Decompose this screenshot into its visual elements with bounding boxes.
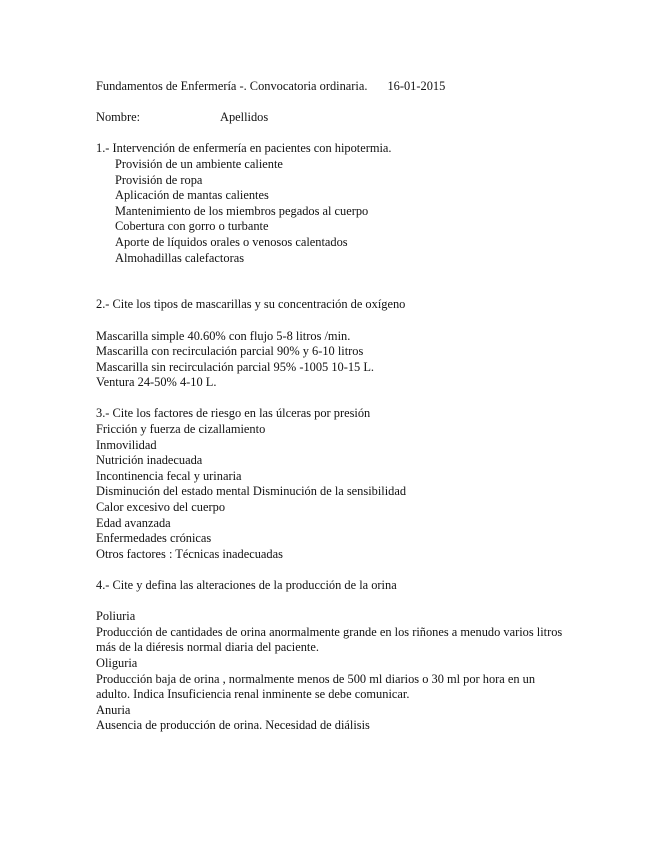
list-item: Edad avanzada [96, 515, 171, 530]
list-item: Mascarilla con recirculación parcial 90% y 6-10 litros [96, 344, 364, 359]
definition-poliuria: Producción de cantidades de orina anormalmente grande en los riñones a menudo varios litros más de la diéresis normal diaria del paciente. [96, 624, 563, 655]
list-item: Otros factores : Técnicas inadecuadas [96, 546, 283, 561]
name-label: Nombre: [96, 110, 141, 125]
list-item: Almohadillas calefactoras [115, 250, 245, 265]
question-3 [96, 406, 576, 562]
exam-header [96, 79, 576, 95]
question-4-title: 4.- Cite y defina las alteraciones de la producción de la orina [96, 578, 397, 592]
question-2-title: 2.- Cite los tipos de mascarillas y su concentración de oxígeno [96, 297, 406, 312]
list-item: Ventura 24-50% 4-10 L. [96, 375, 217, 390]
list-item: Calor excesivo del cuerpo [96, 500, 226, 515]
surname-label: Apellidos [220, 110, 269, 125]
list-item: Mascarilla sin recirculación parcial 95% -1005 10-15 L. [96, 359, 374, 374]
list-item: Incontinencia fecal y urinaria [96, 468, 242, 483]
list-item: Provisión de ropa [115, 172, 203, 187]
question-4 [96, 578, 576, 734]
list-item: Inmovilidad [96, 437, 157, 452]
list-item: Fricción y fuerza de cizallamiento [96, 422, 266, 437]
list-item: Mascarilla simple 40.60% con flujo 5-8 litros /min. [96, 328, 351, 343]
exam-date: 16-01-2015 [387, 79, 446, 93]
term-anuria: Anuria [96, 702, 131, 717]
list-item: Aporte de líquidos orales o venosos calentados [115, 234, 348, 249]
list-item: Provisión de un ambiente caliente [115, 156, 283, 171]
list-item: Cobertura con gorro o turbante [115, 219, 269, 234]
term-oliguria: Oliguria [96, 655, 138, 670]
question-3-title: 3.- Cite los factores de riesgo en las úlceras por presión [96, 406, 371, 421]
question-2 [96, 297, 576, 391]
definition-anuria: Ausencia de producción de orina. Necesidad de diálisis [96, 718, 370, 733]
term-poliuria: Poliuria [96, 609, 136, 624]
question-1-title: 1.- Intervención de enfermería en pacientes con hipotermia. [96, 141, 392, 156]
exam-document [96, 79, 576, 734]
list-item: Mantenimiento de los miembros pegados al cuerpo [115, 203, 369, 218]
exam-title: Fundamentos de Enfermería -. Convocatoria ordinaria. [96, 79, 368, 93]
student-fields [96, 110, 576, 126]
list-item: Disminución del estado mental Disminución de la sensibilidad [96, 484, 407, 499]
question-1 [96, 141, 576, 266]
list-item: Aplicación de mantas calientes [115, 188, 269, 203]
list-item: Enfermedades crónicas [96, 531, 212, 546]
list-item: Nutrición inadecuada [96, 453, 203, 468]
definition-oliguria: Producción baja de orina , normalmente menos de 500 ml diarios o 30 ml por hora en un adulto. Indica Insuficiencia renal inminente se debe comunicar. [96, 671, 536, 702]
